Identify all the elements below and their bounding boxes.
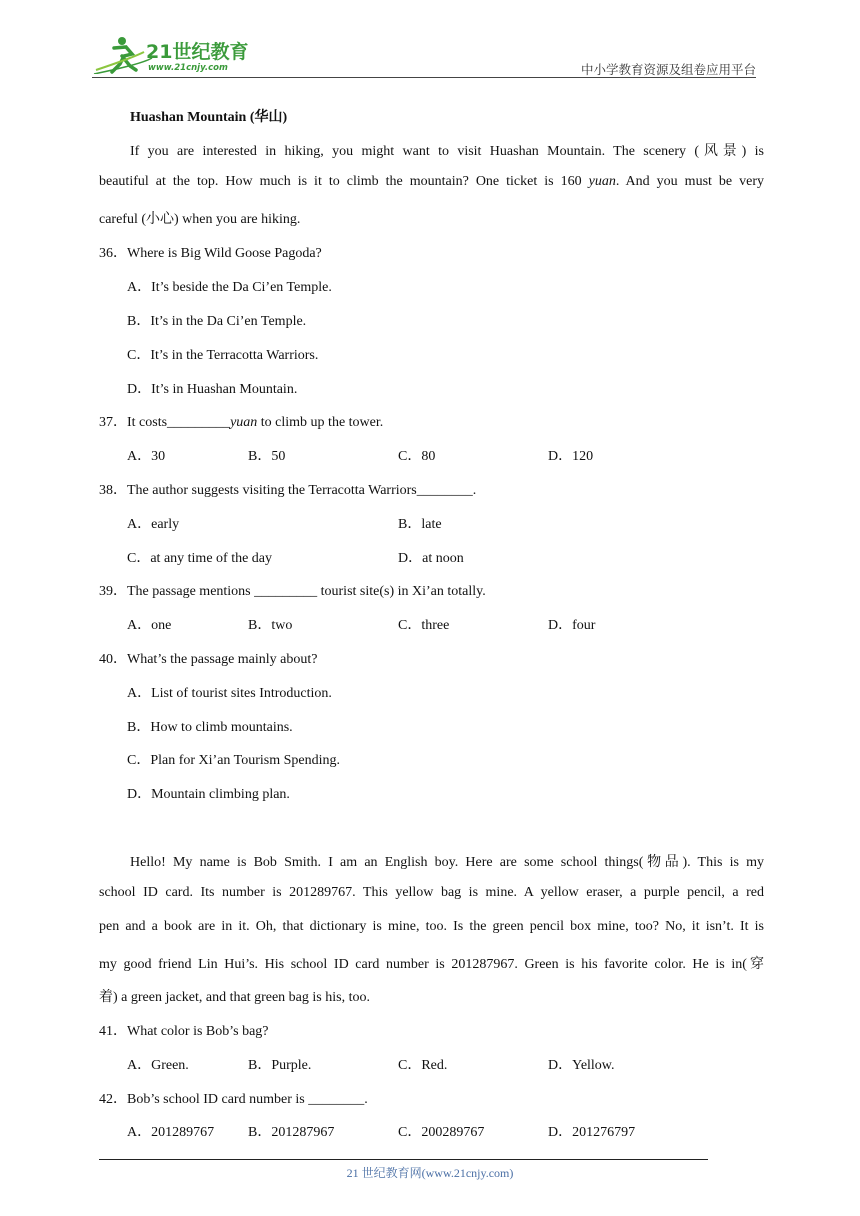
q37-option-d: D．120 bbox=[548, 449, 594, 464]
q38-option-d: D．at noon bbox=[398, 551, 464, 566]
q38-option-c: C．at any time of the day bbox=[127, 551, 273, 566]
question-41-stem: 41．What color is Bob’s bag? bbox=[99, 1024, 269, 1039]
question-42-stem: 42．Bob’s school ID card number is ________. bbox=[99, 1092, 368, 1107]
q37-option-c: C．80 bbox=[398, 449, 436, 464]
q41-option-a: A．Green. bbox=[127, 1058, 189, 1073]
passage2-line4: my good friend Lin Hui’s. His school ID card number is 201287967. Green is his favorite color. He is in(穿 bbox=[99, 957, 764, 972]
q40-option-a: A．List of tourist sites Introduction. bbox=[127, 686, 332, 701]
logo-text: 21世纪教育 bbox=[146, 41, 249, 63]
passage2-line1: Hello! My name is Bob Smith. I am an English boy. Here are some school things(物品). This is my bbox=[130, 855, 764, 870]
q37-option-b: B．50 bbox=[248, 449, 286, 464]
header-platform-text: 中小学教育资源及组卷应用平台 bbox=[580, 62, 756, 77]
question-40-stem: 40．What’s the passage mainly about? bbox=[99, 652, 318, 667]
header-divider bbox=[92, 77, 756, 78]
question-38-stem: 38．The author suggests visiting the Terracotta Warriors________. bbox=[99, 483, 477, 498]
question-39-stem: 39．The passage mentions _________ tourist site(s) in Xi’an totally. bbox=[99, 584, 486, 599]
passage1-line3: careful (小心) when you are hiking. bbox=[99, 212, 301, 227]
q39-option-d: D．four bbox=[548, 618, 596, 633]
q42-option-b: B．201287967 bbox=[248, 1125, 335, 1140]
logo-url: www.21cnjy.com bbox=[148, 63, 228, 73]
q39-option-c: C．three bbox=[398, 618, 450, 633]
q37-option-a: A．30 bbox=[127, 449, 166, 464]
q38-option-b: B．late bbox=[398, 517, 442, 532]
q36-option-a: A．It’s beside the Da Ci’en Temple. bbox=[127, 280, 332, 295]
q40-option-c: C．Plan for Xi’an Tourism Spending. bbox=[127, 753, 341, 768]
q41-option-d: D．Yellow. bbox=[548, 1058, 615, 1073]
passage2-line2: school ID card. Its number is 201289767. This yellow bag is mine. A yellow eraser, a purple pencil, a red bbox=[99, 885, 764, 900]
q36-option-b: B．It’s in the Da Ci’en Temple. bbox=[127, 314, 307, 329]
q41-option-b: B．Purple. bbox=[248, 1058, 312, 1073]
passage1-line1: If you are interested in hiking, you might want to visit Huashan Mountain. The scenery (风景) is bbox=[130, 144, 764, 159]
q42-option-c: C．200289767 bbox=[398, 1125, 485, 1140]
footer-text: 21 世纪教育网(www.21cnjy.com) bbox=[346, 1166, 514, 1180]
q41-option-c: C．Red. bbox=[398, 1058, 448, 1073]
question-37-stem: 37．It costs_________yuan to climb up the tower. bbox=[99, 415, 384, 430]
footer-divider bbox=[99, 1159, 708, 1160]
question-36-stem: 36．Where is Big Wild Goose Pagoda? bbox=[99, 246, 322, 261]
q36-option-c: C．It’s in the Terracotta Warriors. bbox=[127, 348, 319, 363]
q40-option-b: B．How to climb mountains. bbox=[127, 720, 293, 735]
passage2-line5: 着) a green jacket, and that green bag is his, too. bbox=[99, 990, 370, 1005]
q42-option-d: D．201276797 bbox=[548, 1125, 636, 1140]
passage2-line3: pen and a book are in it. Oh, that dictionary is mine, too. Is the green pencil box mine, too? No, it isn’t. It is bbox=[99, 919, 764, 934]
passage-title: Huashan Mountain (华山) bbox=[130, 110, 288, 125]
q42-option-a: A．201289767 bbox=[127, 1125, 215, 1140]
logo-21cnjy bbox=[92, 34, 262, 74]
q40-option-d: D．Mountain climbing plan. bbox=[127, 787, 290, 802]
q38-option-a: A．early bbox=[127, 517, 180, 532]
q36-option-d: D．It’s in Huashan Mountain. bbox=[127, 382, 298, 397]
q39-option-b: B．two bbox=[248, 618, 293, 633]
passage1-line2: beautiful at the top. How much is it to climb the mountain? One ticket is 160 yuan. And you must be very bbox=[99, 174, 765, 189]
page-header bbox=[92, 28, 756, 78]
q39-option-a: A．one bbox=[127, 618, 172, 633]
